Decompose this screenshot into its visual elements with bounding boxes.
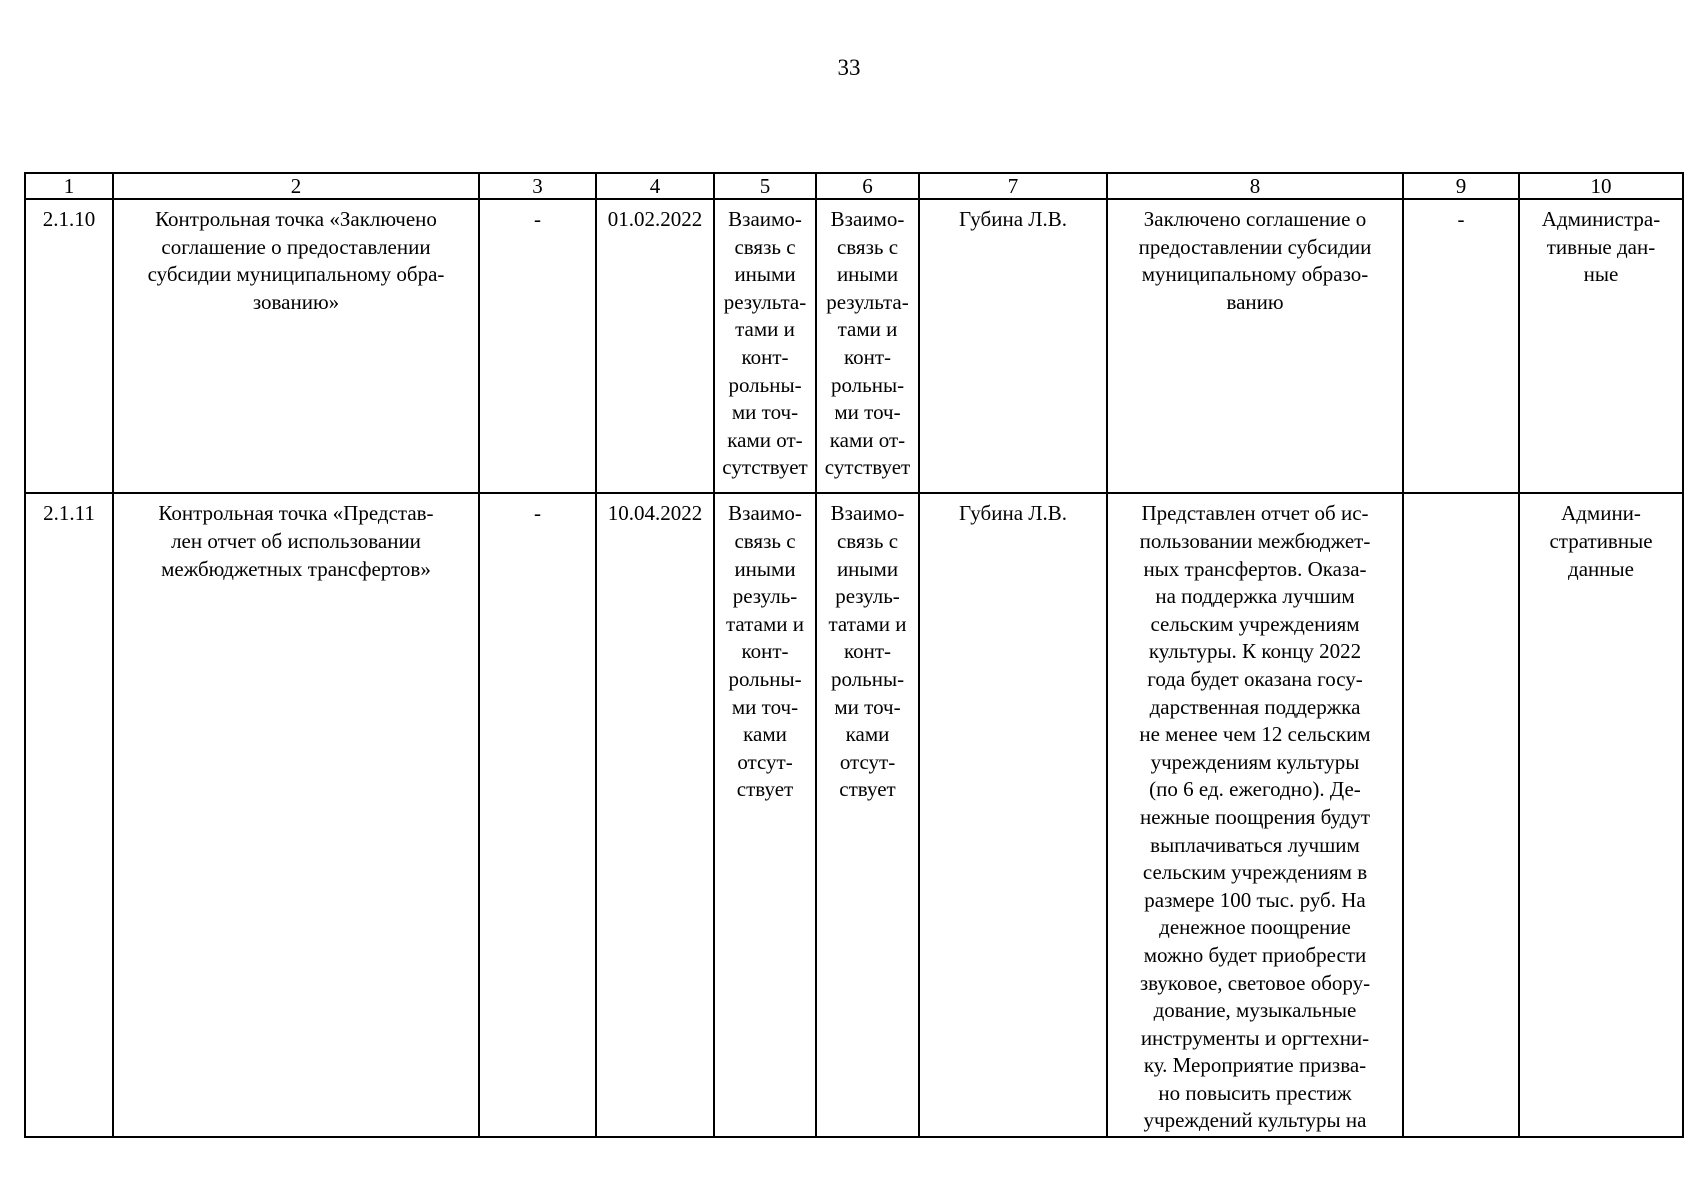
text-line: татами и — [726, 611, 804, 636]
column-header-7: 7 — [919, 173, 1107, 199]
text-line: связь с — [734, 234, 796, 259]
text-line: стративные — [1549, 529, 1653, 553]
text-line: резуль- — [732, 584, 798, 609]
text-line: конт- — [741, 344, 789, 369]
text-line: Контрольная точка «Заключено — [155, 207, 437, 231]
text-line: ку. Мероприятие призва- — [1143, 1053, 1367, 1078]
table-row — [25, 199, 1683, 493]
text-line: звуковое, световое обору- — [1139, 970, 1371, 995]
text-line: ми точ- — [731, 694, 799, 719]
column-header-6: 6 — [816, 173, 919, 199]
text-line: рольны- — [728, 666, 802, 691]
text-line: субсидии муниципальному обра- — [147, 262, 445, 287]
text-line: предоставлении субсидии — [1138, 234, 1372, 259]
column-header-10: 10 — [1519, 173, 1683, 199]
text-line: лен отчет об использовании — [171, 529, 421, 553]
text-line: резуль- — [835, 584, 900, 609]
text-line: ствует — [736, 777, 794, 802]
result-cell — [1107, 493, 1403, 1137]
text-line: тами и — [735, 317, 795, 342]
text-line: межбюджетных трансфертов» — [161, 556, 431, 581]
source-cell — [1519, 199, 1683, 493]
page-number: 33 — [837, 55, 861, 80]
text-line: ные — [1583, 262, 1619, 287]
text-line: не менее чем 12 сельским — [1139, 722, 1371, 747]
text-line: денежное поощрение — [1159, 915, 1351, 940]
text-line: дарственная поддержка — [1149, 694, 1361, 719]
column-9-cell — [1403, 493, 1519, 1137]
column-header-3: 3 — [479, 173, 596, 199]
column-header-5: 5 — [714, 173, 816, 199]
text-line: рольны- — [830, 666, 905, 691]
text-line: на поддержка лучшим — [1155, 584, 1355, 609]
text-line: конт- — [741, 639, 789, 664]
column-header-4: 4 — [596, 173, 714, 199]
header-row — [25, 173, 1683, 199]
date-cell: 10.04.2022 — [596, 493, 714, 1137]
column-3-cell: - — [479, 199, 596, 493]
text-line: но повысить престиж — [1158, 1080, 1352, 1105]
text-line: ками — [743, 722, 787, 747]
text-line: ствует — [839, 777, 896, 802]
text-line: сутствует — [824, 455, 911, 480]
text-line: связь с — [734, 529, 796, 553]
text-line: (по 6 ед. ежегодно). Де- — [1149, 777, 1361, 802]
result-cell — [1107, 199, 1403, 493]
column-header-1: 1 — [25, 173, 113, 199]
column-header-8: 8 — [1107, 173, 1403, 199]
column-6-cell — [816, 493, 919, 1137]
text-line: ками — [845, 722, 890, 747]
text-line: сутствует — [722, 455, 808, 480]
text-line: тивные дан- — [1546, 234, 1656, 259]
text-line: отсут- — [839, 749, 896, 774]
text-line: рольны- — [728, 372, 802, 397]
column-3-cell: - — [479, 493, 596, 1137]
date-cell: 01.02.2022 — [596, 199, 714, 493]
text-line: Взаимо- — [728, 207, 802, 231]
text-line: ками от- — [829, 427, 906, 452]
text-line: года будет оказана госу- — [1147, 666, 1363, 691]
column-header-9: 9 — [1403, 173, 1519, 199]
text-line: иными — [734, 556, 796, 581]
text-line: размере 100 тыс. руб. На — [1144, 887, 1366, 912]
text-line: тами и — [837, 317, 898, 342]
column-6-cell — [816, 199, 919, 493]
text-line: нежные поощрения будут — [1139, 804, 1371, 829]
text-line: иными — [734, 262, 796, 287]
text-line: сельским учреждениям в — [1142, 860, 1368, 885]
text-line: муниципальному образо- — [1141, 262, 1369, 287]
text-line: можно будет приобрести — [1143, 942, 1367, 967]
text-line: ванию — [1226, 289, 1284, 314]
row-number-cell: 2.1.10 — [25, 199, 113, 493]
responsible-cell: Губина Л.В. — [919, 199, 1107, 493]
checkpoint-name-cell — [113, 199, 479, 493]
text-line: ми точ- — [834, 400, 901, 425]
checkpoint-name-cell — [113, 493, 479, 1137]
text-line: конт- — [843, 639, 892, 664]
text-line: соглашение о предоставлении — [161, 234, 431, 259]
text-line: Взаимо- — [728, 501, 802, 526]
source-cell — [1519, 493, 1683, 1137]
text-line: инструменты и оргтехни- — [1140, 1025, 1370, 1050]
text-line: результа- — [826, 289, 909, 314]
row-number-cell: 2.1.11 — [25, 493, 113, 1137]
column-5-cell — [714, 199, 816, 493]
text-line: иными — [836, 262, 899, 287]
text-line: Представлен отчет об ис- — [1141, 501, 1369, 526]
table-row — [25, 493, 1683, 1137]
text-line: связь с — [836, 529, 899, 553]
text-line: Администра- — [1541, 207, 1661, 231]
text-line: ных трансфертов. Оказа- — [1143, 556, 1367, 581]
text-line: ми точ- — [731, 400, 799, 425]
text-line: Админи- — [1561, 501, 1641, 526]
text-line: ми точ- — [834, 694, 901, 719]
text-line: ками от- — [727, 427, 803, 452]
text-line: Контрольная точка «Представ- — [158, 501, 434, 526]
text-line: сельским учреждениям — [1150, 611, 1360, 636]
text-line: культуры. К концу 2022 — [1148, 639, 1362, 664]
text-line: дование, музыкальные — [1153, 998, 1357, 1023]
text-line: учреждений культуры на — [1143, 1108, 1367, 1133]
column-9-cell: - — [1403, 199, 1519, 493]
text-line: Заключено соглашение о — [1143, 207, 1367, 231]
text-line: пользовании межбюджет- — [1139, 529, 1371, 553]
column-5-cell — [714, 493, 816, 1137]
text-line: учреждениям культуры — [1150, 749, 1360, 774]
responsible-cell: Губина Л.В. — [919, 493, 1107, 1137]
text-line: татами и — [828, 611, 907, 636]
text-line: Взаимо- — [830, 207, 905, 231]
column-header-2: 2 — [113, 173, 479, 199]
text-line: конт- — [843, 344, 892, 369]
text-line: выплачиваться лучшим — [1150, 832, 1360, 857]
plan-table — [24, 172, 1684, 1138]
text-line: отсут- — [737, 749, 793, 774]
text-line: Взаимо- — [830, 501, 905, 526]
text-line: данные — [1568, 556, 1634, 581]
text-line: иными — [836, 556, 899, 581]
text-line: результа- — [723, 289, 807, 314]
text-line: рольны- — [830, 372, 905, 397]
text-line: связь с — [836, 234, 899, 259]
text-line: зованию» — [252, 289, 340, 314]
